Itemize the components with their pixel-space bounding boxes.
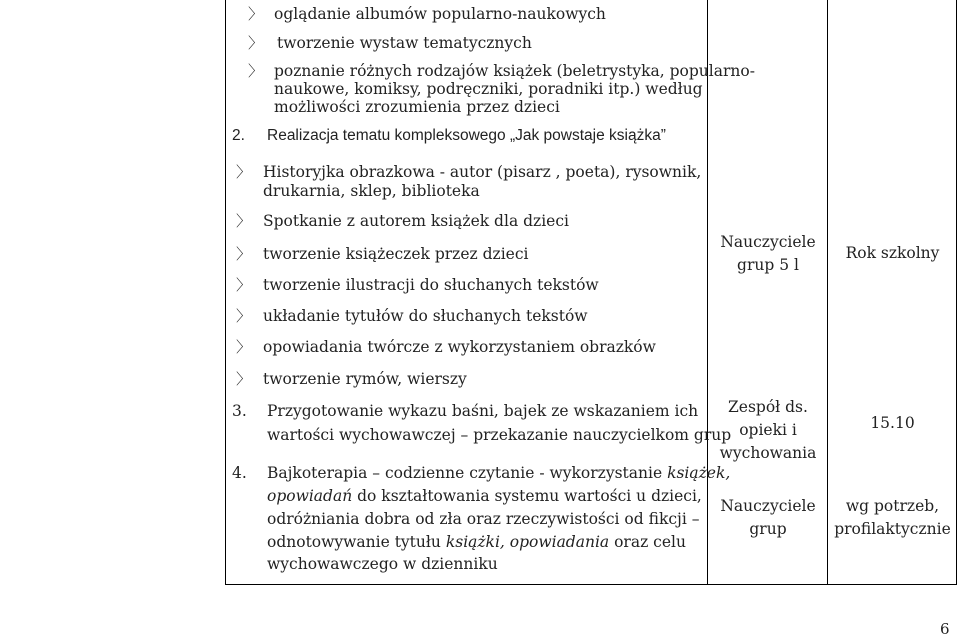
bullet-icon: 〉 (236, 307, 252, 325)
section-number: 3. (232, 402, 247, 420)
bullet-icon: 〉 (248, 34, 264, 52)
responsible-cell (708, 396, 828, 465)
section-text-line: wartości wychowawczej – przekazanie nauczycielkom grup (267, 426, 732, 444)
text-italic: książek, (667, 464, 731, 482)
bullet-icon: 〉 (236, 338, 252, 356)
term-line: profilaktycznie (834, 520, 951, 538)
bullet-icon: 〉 (236, 370, 252, 388)
bullet-icon: 〉 (236, 212, 252, 230)
text-italic: opowiadań (267, 487, 353, 505)
responsible-line: Nauczyciele (720, 497, 816, 515)
list-item: oglądanie albumów popularno-naukowych (274, 5, 606, 23)
responsible-line: Zespół ds. (728, 398, 808, 416)
bullet-icon: 〉 (248, 62, 264, 80)
list-item: Historyjka obrazkowa - autor (pisarz , poeta), rysownik, (263, 163, 702, 181)
list-item: opowiadania twórcze z wykorzystaniem obrazków (263, 338, 656, 356)
text-italic: książki, opowiadania (445, 533, 610, 551)
list-item: tworzenie ilustracji do słuchanych tekstów (263, 276, 599, 294)
text-plain: odróżniania dobra od zła oraz rzeczywistości od fikcji – (267, 510, 700, 528)
text-plain: odnotowywanie tytułu (267, 533, 446, 551)
page-number: 6 (940, 620, 950, 638)
section-text-line (267, 531, 686, 554)
text-plain: do kształtowania systemu wartości u dzieci, (352, 487, 702, 505)
responsible-line: grup (749, 520, 787, 538)
responsible-line: wychowania (719, 444, 817, 462)
list-item-continuation: drukarnia, sklep, biblioteka (263, 182, 480, 200)
term-cell (828, 412, 957, 435)
list-item: Spotkanie z autorem książek dla dzieci (263, 212, 569, 230)
list-item: poznanie różnych rodzajów książek (beletrystyka, popularno- (274, 62, 755, 80)
text-plain: oraz celu (609, 533, 686, 551)
section-number: 4. (232, 464, 247, 482)
responsible-cell (708, 495, 828, 541)
term-text: 15.10 (870, 414, 915, 432)
bullet-icon: 〉 (248, 5, 264, 23)
list-item: tworzenie wystaw tematycznych (277, 34, 532, 52)
text-plain: wychowawczego w dzienniku (267, 555, 498, 573)
list-item-continuation: możliwości zrozumienia przez dzieci (274, 98, 560, 116)
section-title: Realizacja tematu kompleksowego „Jak powstaje książka” (267, 127, 666, 144)
list-item: tworzenie rymów, wierszy (263, 370, 467, 388)
section-text-line (267, 485, 702, 508)
term-text: Rok szkolny (845, 244, 940, 262)
section-text-line (267, 553, 498, 576)
term-cell (828, 495, 957, 541)
bullet-icon: 〉 (236, 245, 252, 263)
responsible-line: opieki i (739, 421, 797, 439)
term-line: wg potrzeb, (845, 497, 940, 515)
section-number: 2. (232, 127, 245, 144)
bullet-icon: 〉 (236, 276, 252, 294)
list-item: tworzenie książeczek przez dzieci (263, 245, 529, 263)
responsible-line: Nauczyciele (720, 233, 816, 251)
section-text-line: Przygotowanie wykazu baśni, bajek ze wskazaniem ich (267, 402, 699, 420)
text-plain: Bajkoterapia – codzienne czytanie - wykorzystanie (267, 464, 668, 482)
table-border-left (225, 0, 226, 585)
term-cell (828, 242, 957, 265)
list-item-continuation: naukowe, komiksy, podręczniki, poradniki itp.) według (274, 80, 703, 98)
section-text-line (267, 462, 730, 485)
list-item: układanie tytułów do słuchanych tekstów (263, 307, 588, 325)
responsible-line: grup 5 l (737, 256, 799, 274)
table-border-bottom (225, 584, 957, 585)
section-text-line (267, 508, 699, 531)
bullet-icon: 〉 (236, 163, 252, 181)
responsible-cell (708, 231, 828, 277)
